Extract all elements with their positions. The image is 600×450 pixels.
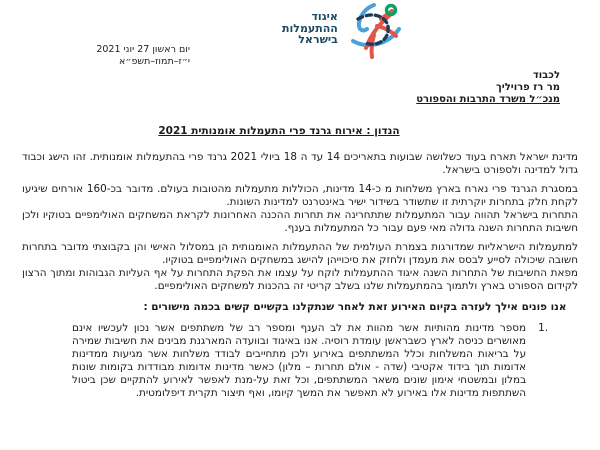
appeal-heading: אנו פונים אילך לעזרה בקיום האירוע זאת לאחר שנתקלנו בקשיים קשים בכמה מישורים :: [143, 301, 567, 313]
paragraph-2: במסגרת הגרנד פרי נארח בארץ משלחות מ כ-14 מדינות, הכוללות מתעמלות מהטובות בעולם. מדובר בכ-160 אורחים שיגיעו לקחת חלק בתחרות יוקרתית זו שתשודר בשידור ישיר באינטרנט למדינות השונות.: [22, 183, 578, 208]
federation-logo: [282, 2, 409, 60]
paragraph-5: מפאת החשיבות של התחרות השנה איגוד ההתעמלות לוקח על עצמו את הפקת התחרות על אף העליות הגבוהות ומתוך הרצון לקידום הספורט בארץ ולתמוך בהמתעמלות שלנו בשלב קריטי זה בהכנות למשחקים האולימפיים.: [22, 267, 578, 292]
logo-text-line3: בישראל: [298, 33, 338, 46]
date-block: [60, 44, 190, 67]
subject-line: הנדון : אירוח גרנד פרי התעמלות אומנותית 2021: [158, 125, 400, 137]
logo-text-line1: איגוד: [311, 10, 338, 23]
date-hebrew: י״ז–תמוז–תשפ״א: [119, 55, 190, 67]
recipient-block: [416, 70, 560, 106]
date-gregorian: יום ראשון 27 יוני 2021: [96, 44, 190, 55]
recipient-title: מנכ״ל משרד התרבות והספורט: [416, 94, 560, 105]
item-1-text: מספר מדינות מהותיות אשר מהוות את לב הענף ומספר רב של משתתפים אשר נכון לעכשיו אינם מאושרים כניסה לארץ כשבראשן עומדת רוסיה. אנו באיגוד ובוועדה המארגנת מבינים את חשיבות שמירה על בריאות המשלחות וכלל המשתתפים באירוע ולכן מתחייבים לבודד משלחות אשר מגיעות ממדינות אדומות תוך בידוד אקטיבי (שדה - אולם תחרות – מלון) כאשר מדינות אדומות מבודדות בקומות שונות במלון ובמשטחי אימון שונים משאר המשתתפים, וכל זאת על-מנת לאפשר לאירוע להתקיים שכן ביטול השתתפות מדינות אלו באירוע לא תאפשר את המשך קיומו, ואף תיצור תקרית דיפלומטית.: [72, 322, 527, 399]
recipient-name: מר רז פרויליך: [496, 82, 560, 93]
numbered-item-1: [72, 322, 548, 400]
recipient-salutation: לכבוד: [532, 70, 560, 81]
paragraph-3: התחרות בישראל תהווה עבור המתעמלות שתתחרינה את תחרות ההכנה האחרונות לקראת המשחקים האולימפיים בטוקיו ולכן חשיבות התחרות השנה גדולה מאי פעם עבור כל המתעמלות בענף.: [22, 209, 578, 234]
paragraph-1: מדינת ישראל תארח בעוד כשלושה שבועות בתאריכים 14 עד ה 18 ביולי 2021 גרנד פרי בהתעמלות אומנותית. זהו הישג וכבוד גדול למדינה ולספורט בישראל.: [22, 151, 578, 176]
paragraph-4: למתעמלות הישראליות שמדורגות בצמרת העולמית של ההתעמלות האומנותית הן במסלול האישי והן בקבוצתי מדובר בתחרות חשובה שיכולה לסייע לבסס את מעמדן ולחזק את סיכוייהן להישג במשחקים האולימפיים בטוקיו.: [22, 241, 578, 266]
gymnast-star-logo-icon: [343, 2, 409, 60]
letter-body: [22, 151, 578, 400]
logo-text-line2: ההתעמלות: [282, 21, 338, 35]
federation-logo-text: [282, 2, 338, 46]
item-1-number: 1.: [538, 322, 548, 334]
